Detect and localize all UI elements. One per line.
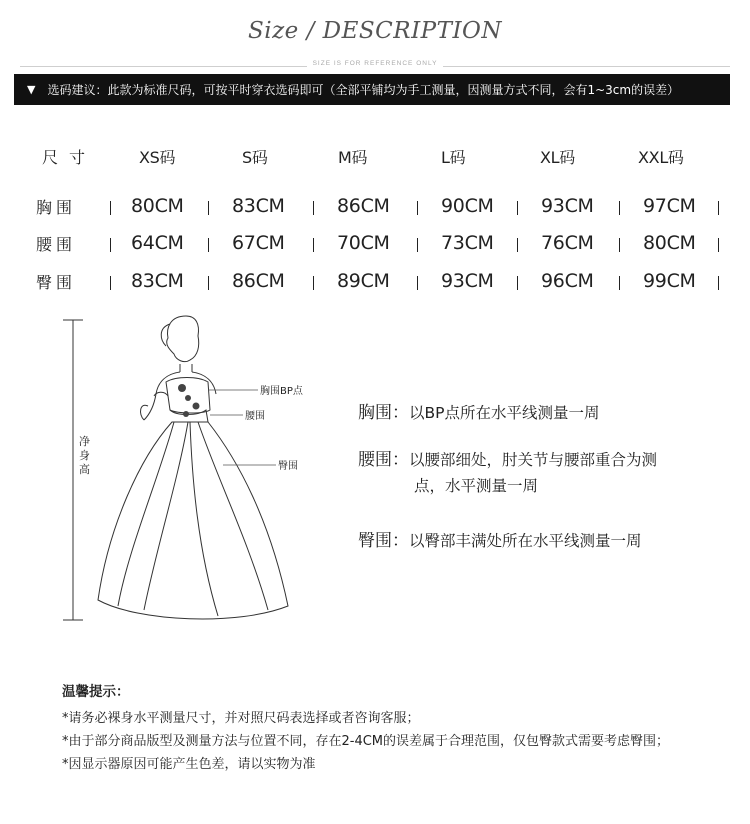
measure-text-continued: 点，水平测量一周	[414, 477, 539, 495]
table-cell: 76CM	[541, 232, 594, 254]
table-cell: 99CM	[643, 270, 696, 292]
warm-tips	[62, 680, 669, 776]
row-label: 胸围	[36, 198, 77, 217]
size-column-header: L码	[441, 148, 466, 167]
bust-point-label: 胸围BP点	[260, 386, 303, 397]
column-separator	[619, 201, 620, 215]
column-separator	[110, 238, 111, 252]
table-row	[0, 195, 750, 227]
page-subtitle-text: SIZE IS FOR REFERENCE ONLY	[307, 60, 444, 67]
dress-figure	[98, 316, 288, 619]
size-advice-banner	[14, 74, 730, 105]
row-label: 腰围	[36, 235, 77, 254]
measure-term: 胸围：	[358, 403, 409, 423]
measure-term: 腰围：	[358, 450, 409, 470]
column-separator	[313, 276, 314, 290]
hip-point-label: 臀围	[278, 461, 298, 472]
column-separator	[313, 201, 314, 215]
table-cell: 67CM	[232, 232, 285, 254]
waist-measure-description	[358, 447, 657, 499]
floral-appliques	[178, 384, 200, 417]
tips-title: 温馨提示：	[62, 684, 130, 700]
column-separator	[208, 238, 209, 252]
table-cell: 90CM	[441, 195, 494, 217]
bust-measure-description	[358, 400, 599, 426]
table-cell: 97CM	[643, 195, 696, 217]
tip-item: *由于部分商品版型及测量方法与位置不同，存在2-4CM的误差属于合理范围，仅包臀款式需要考虑臀围；	[62, 734, 670, 749]
height-label-char: 高	[79, 463, 90, 476]
height-label-char: 净	[79, 435, 90, 448]
column-separator	[718, 201, 719, 215]
column-separator	[718, 238, 719, 252]
table-cell: 93CM	[441, 270, 494, 292]
table-cell: 64CM	[131, 232, 184, 254]
page-subtitle	[0, 60, 750, 67]
column-separator	[517, 201, 518, 215]
column-separator	[208, 201, 209, 215]
measure-text: 以腰部细处，肘关节与腰部重合为测	[409, 451, 658, 469]
column-separator	[110, 276, 111, 290]
size-advice-text: 选码建议：此款为标准尺码，可按平时穿衣选码即可（全部平铺均为手工测量，因测量方式不同，会有1~3cm的误差）	[47, 83, 680, 97]
table-cell: 70CM	[337, 232, 390, 254]
table-cell: 83CM	[232, 195, 285, 217]
table-cell: 93CM	[541, 195, 594, 217]
table-cell: 86CM	[232, 270, 285, 292]
size-column-header: XXL码	[638, 148, 684, 167]
waist-point-label: 腰围	[245, 411, 265, 422]
measure-text: 以臀部丰满处所在水平线测量一周	[409, 532, 642, 550]
column-separator	[517, 276, 518, 290]
size-column-header: M码	[338, 148, 368, 167]
column-separator	[417, 238, 418, 252]
measure-text: 以BP点所在水平线测量一周	[409, 404, 600, 422]
measure-term: 臀围：	[358, 531, 409, 551]
table-cell: 73CM	[441, 232, 494, 254]
table-cell: 96CM	[541, 270, 594, 292]
column-separator	[619, 276, 620, 290]
column-separator	[208, 276, 209, 290]
table-cell: 89CM	[337, 270, 390, 292]
page-title: Size / DESCRIPTION	[247, 18, 503, 44]
tip-item: *请务必裸身水平测量尺寸，并对照尺码表选择或者咨询客服；	[62, 711, 420, 726]
column-separator	[417, 201, 418, 215]
table-cell: 80CM	[131, 195, 184, 217]
size-column-header: XL码	[540, 148, 575, 167]
tip-item: *因显示器原因可能产生色差，请以实物为准	[62, 757, 316, 772]
hip-measure-description	[358, 528, 642, 554]
column-separator	[517, 238, 518, 252]
table-row	[0, 232, 750, 264]
gown-measurement-illustration	[58, 310, 318, 635]
column-separator	[110, 201, 111, 215]
table-cell: 83CM	[131, 270, 184, 292]
row-label: 臀围	[36, 273, 77, 292]
size-column-header: S码	[242, 148, 268, 167]
height-label	[79, 434, 90, 476]
column-separator	[718, 276, 719, 290]
table-cell: 86CM	[337, 195, 390, 217]
column-separator	[619, 238, 620, 252]
column-separator	[313, 238, 314, 252]
height-label-char: 身	[79, 449, 90, 462]
size-header-label: 尺寸	[42, 148, 97, 167]
size-column-header: XS码	[139, 148, 176, 167]
table-row	[0, 270, 750, 302]
triangle-down-icon: ▼	[27, 83, 36, 96]
size-table-header	[0, 145, 750, 177]
column-separator	[417, 276, 418, 290]
table-cell: 80CM	[643, 232, 696, 254]
